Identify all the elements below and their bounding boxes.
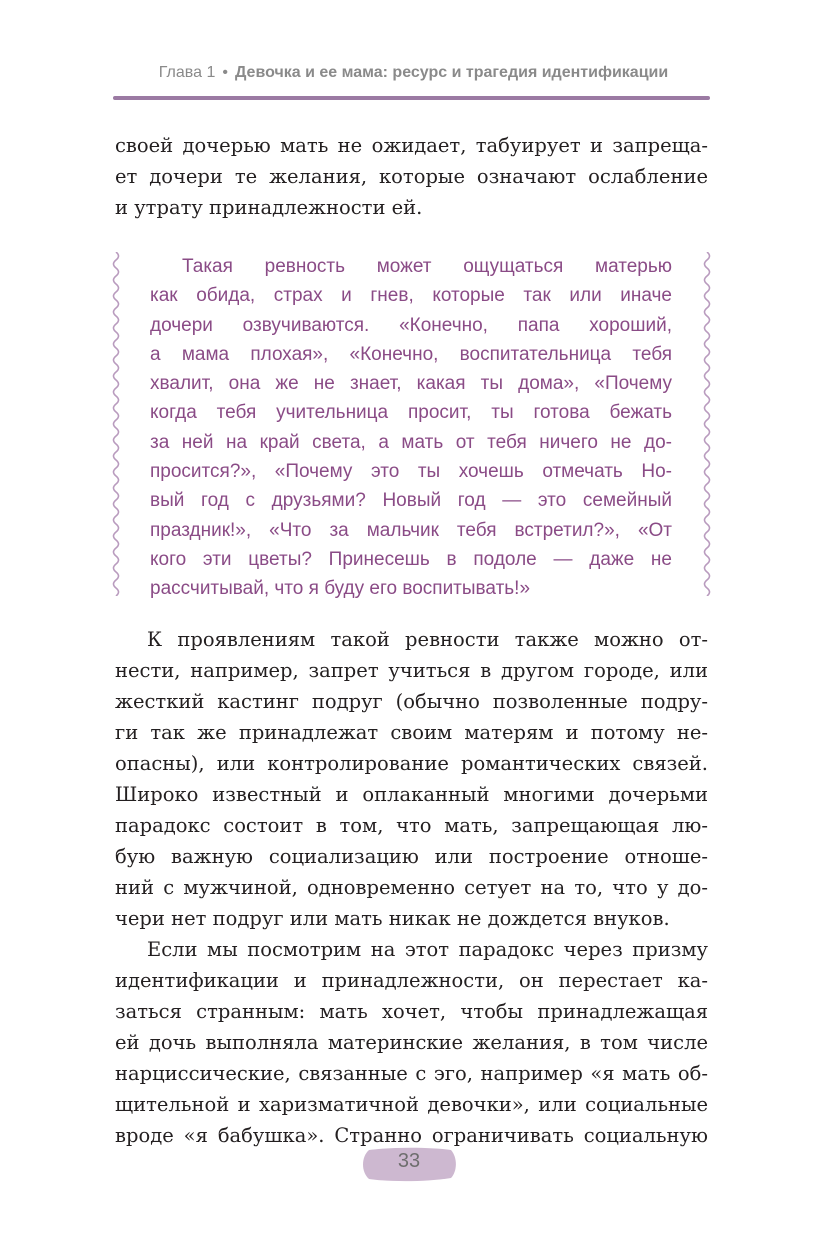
text-line: и утрату принадлежности ей. (115, 196, 423, 219)
text-line: вроде «я бабушка». Странно ограничивать социальную (115, 1124, 708, 1147)
text-line: идентификации и принадлежности, он перестает ка- (115, 969, 708, 992)
text-line: ний с мужчиной, одновременно сетует на то, что у до- (115, 876, 708, 899)
text-line: чери нет подруг или мать никак не дождется внуков. (115, 907, 670, 930)
text-line: Если мы посмотрим на этот парадокс через призму (147, 938, 708, 961)
quote-line: как обида, страх и гнев, которые так или иначе (150, 285, 672, 307)
text-line: своей дочерью мать не ожидает, табуирует и запреща- (115, 134, 708, 157)
quote-line: дочери озвучиваются. «Конечно, папа хороший, (150, 314, 672, 336)
text-line: опасны), или контролирование романтических связей. (115, 752, 708, 775)
quote-left-border (110, 252, 122, 596)
header-separator: • (222, 64, 228, 81)
quote-block (150, 252, 672, 604)
quote-line: за ней на край света, а мать от тебя ничего не до- (150, 431, 672, 453)
quote-line: праздник!», «Что за мальчик тебя встретил?», «От (150, 519, 672, 541)
chapter-label: Глава 1 (158, 64, 216, 81)
quote-right-border (701, 252, 713, 596)
text-line: Широко известный и оплаканный многими дочерьми (115, 783, 708, 806)
quote-line: когда тебя учительница просит, ты готова бежать (150, 402, 672, 424)
quote-line: вый год с друзьями? Новый год — это семейный (150, 490, 672, 512)
text-line: ет дочери те желания, которые означают ослабление (115, 165, 708, 188)
quote-line: Такая ревность может ощущаться матерью (182, 256, 672, 277)
chapter-title: Девочка и ее мама: ресурс и трагедия идентификации (234, 64, 669, 81)
text-line: щительной и харизматичной девочки», или социальные (115, 1093, 708, 1116)
quote-line: хвалит, она же не знает, какая ты дома», «Почему (150, 373, 672, 395)
text-line: ги так же принадлежат своим матерям и потому не- (115, 721, 708, 744)
quote-line: просится?», «Почему это ты хочешь отмечать Но- (150, 461, 672, 483)
text-line: ей дочь выполняла материнские желания, в том числе (115, 1031, 708, 1054)
main-paragraphs (115, 624, 708, 1151)
text-line: заться странным: мать хочет, чтобы принадлежащая (115, 1000, 708, 1023)
text-line: нарциссические, связанные с эго, например «я мать об- (115, 1062, 708, 1085)
text-line: нести, например, запрет учиться в другом городе, или (115, 659, 708, 682)
quote-line: а мама плохая», «Конечно, воспитательница тебя (150, 343, 672, 365)
text-line: К проявлениям такой ревности также можно от- (147, 628, 708, 651)
page-number: 33 (397, 1150, 421, 1172)
text-line: бую важную социализацию или построение отноше- (115, 845, 708, 868)
text-line: жесткий кастинг подруг (обычно позволенные подру- (115, 690, 708, 713)
quote-line: рассчитывай, что я буду его воспитывать!» (150, 578, 531, 600)
intro-paragraph (115, 130, 708, 223)
running-header (0, 64, 827, 82)
header-divider (113, 96, 710, 100)
text-line: парадокс состоит в том, что мать, запрещающая лю- (115, 814, 708, 837)
quote-line: кого эти цветы? Принесешь в подоле — даже не (150, 548, 672, 570)
